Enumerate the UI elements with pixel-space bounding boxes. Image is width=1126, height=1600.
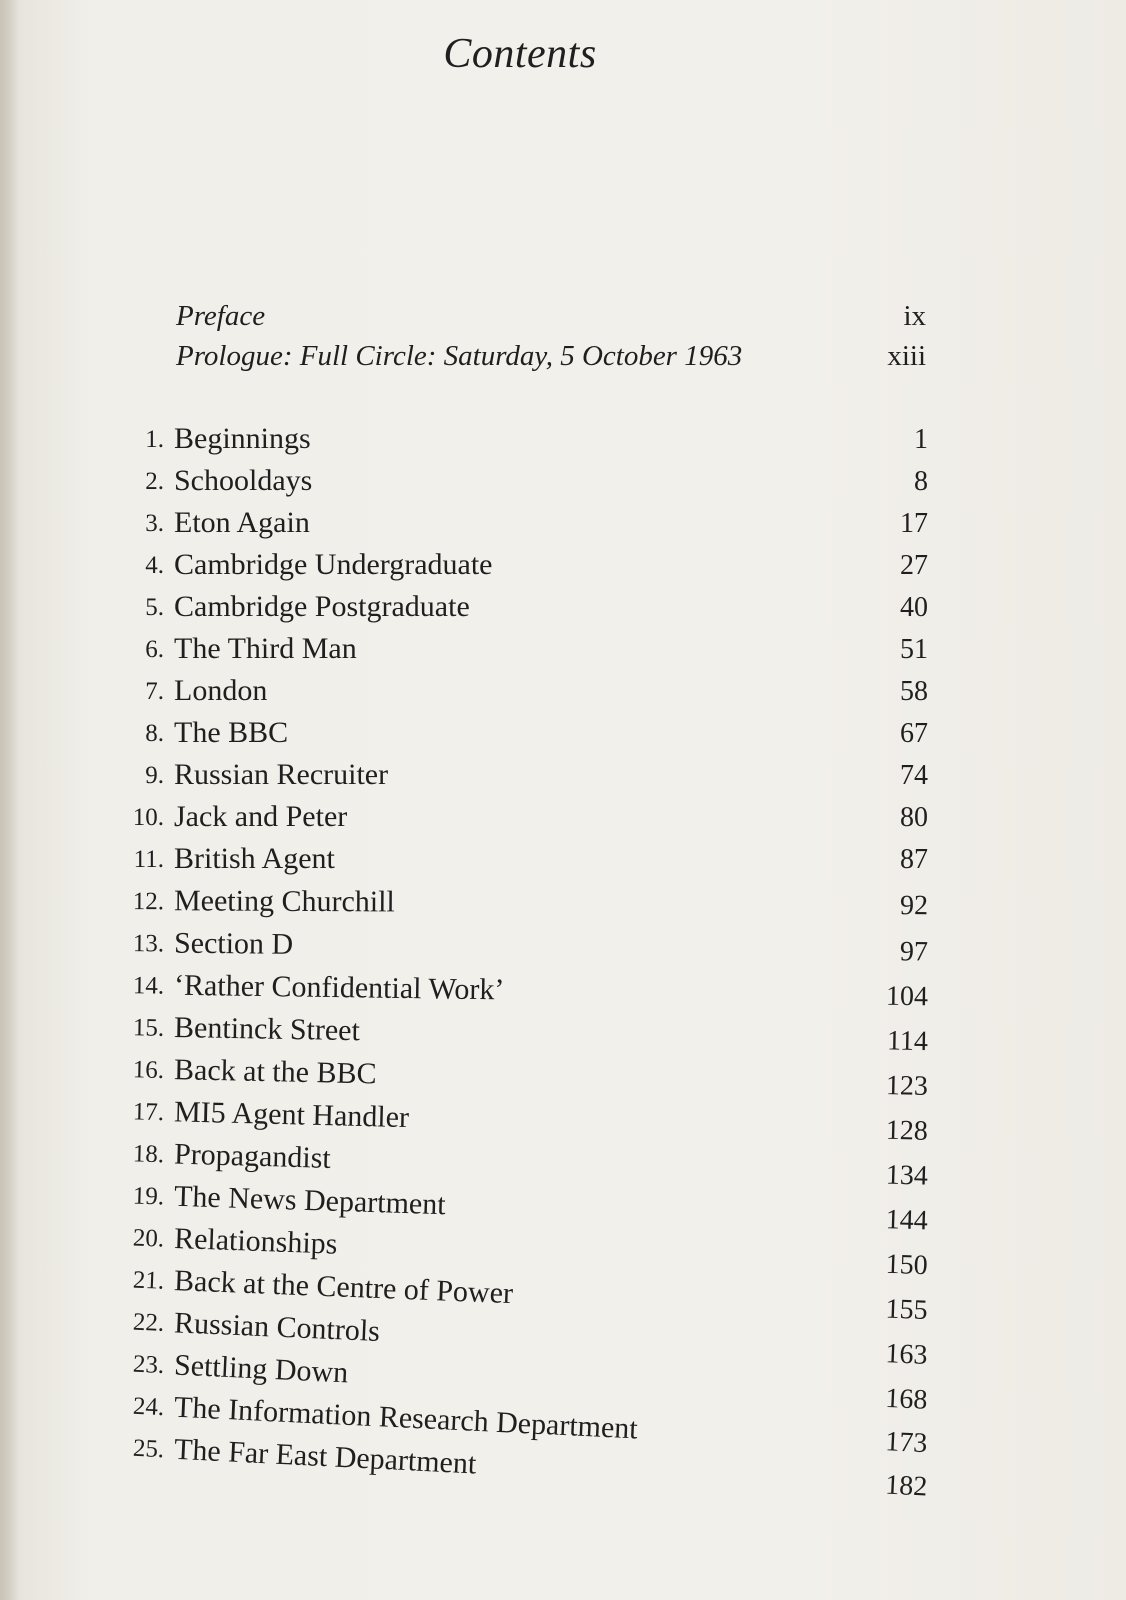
chapter-number: 4. (145, 552, 164, 579)
chapter-title: Relationships (173, 1221, 338, 1261)
chapter-title: Cambridge Undergraduate (174, 548, 493, 581)
chapter-title: MI5 Agent Handler (173, 1095, 410, 1135)
chapter-page: 58 (900, 676, 928, 707)
chapter-number: 19. (132, 1182, 165, 1211)
front-matter-entry (176, 296, 926, 340)
chapter-page: 1 (914, 424, 928, 455)
chapter-number: 23. (132, 1350, 165, 1380)
chapter-title: Beginnings (174, 422, 311, 455)
chapter-number: 14. (132, 972, 165, 1000)
chapter-number: 3. (145, 510, 164, 537)
entry-page: xiii (887, 340, 926, 372)
chapter-entry (118, 506, 928, 550)
chapter-entry (118, 674, 928, 718)
chapter-page: 134 (885, 1159, 929, 1192)
chapter-page: 51 (900, 634, 928, 665)
chapter-title: Cambridge Postgraduate (174, 590, 470, 623)
chapter-number: 5. (145, 594, 164, 621)
page-title: Contents (443, 31, 597, 77)
entry-page: ix (903, 300, 926, 332)
chapter-entry (118, 590, 928, 634)
chapter-number: 1. (145, 426, 164, 453)
chapter-title: Back at the Centre of Power (173, 1264, 514, 1311)
chapter-page: 114 (886, 1025, 929, 1058)
chapter-title: Propagandist (173, 1137, 332, 1175)
chapter-page: 74 (900, 760, 928, 791)
chapter-entry (118, 884, 928, 932)
chapter-number: 11. (133, 846, 164, 873)
chapter-page: 150 (885, 1248, 929, 1282)
chapter-title: The BBC (174, 716, 289, 749)
chapter-page: 182 (884, 1469, 929, 1503)
chapter-title: ‘Rather Confidential Work’ (173, 968, 505, 1007)
chapter-title: The News Department (173, 1179, 447, 1222)
chapter-title: Back at the BBC (173, 1053, 377, 1091)
chapter-number: 25. (132, 1434, 165, 1464)
chapter-number: 2. (145, 468, 164, 495)
chapter-page: 163 (884, 1338, 929, 1371)
chapter-title: Settling Down (173, 1348, 349, 1390)
chapter-number: 8. (145, 720, 164, 747)
chapter-number: 17. (132, 1098, 165, 1127)
chapter-page: 87 (900, 844, 928, 875)
chapter-number: 22. (132, 1308, 165, 1337)
chapter-entry (118, 464, 928, 508)
chapter-page: 92 (899, 890, 929, 922)
chapter-page: 8 (914, 466, 928, 497)
chapter-number: 21. (132, 1266, 165, 1295)
chapter-page: 67 (900, 718, 928, 749)
front-matter-entry (176, 336, 926, 380)
chapter-title: Jack and Peter (174, 800, 348, 833)
chapter-page: 104 (885, 980, 929, 1013)
chapter-number: 20. (132, 1224, 165, 1253)
chapter-entry (118, 800, 928, 844)
chapter-title: The Information Research Department (173, 1390, 639, 1446)
chapter-number: 15. (132, 1014, 165, 1042)
chapter-title: Meeting Churchill (173, 884, 395, 919)
chapter-number: 24. (132, 1392, 165, 1422)
chapter-title: The Third Man (174, 632, 357, 665)
chapter-title: Section D (173, 926, 294, 961)
entry-label: Prologue: Full Circle: Saturday, 5 October 1963 (176, 340, 743, 372)
chapter-title: Schooldays (174, 464, 313, 497)
chapter-number: 16. (132, 1056, 165, 1084)
chapter-page: 144 (885, 1204, 929, 1237)
chapter-page: 80 (900, 802, 928, 833)
chapter-number: 12. (132, 888, 165, 916)
chapter-page: 97 (899, 936, 929, 968)
chapter-number: 13. (132, 930, 165, 958)
chapter-number: 9. (145, 762, 164, 789)
chapter-title: Bentinck Street (173, 1010, 361, 1048)
chapter-number: 7. (145, 678, 164, 705)
chapter-entry (118, 548, 928, 592)
chapter-page: 40 (900, 592, 928, 623)
chapter-number: 10. (132, 804, 164, 831)
chapter-page: 128 (885, 1114, 929, 1147)
chapter-entry (118, 716, 928, 760)
chapter-entry (118, 632, 928, 676)
chapter-number: 18. (132, 1140, 165, 1169)
chapter-page: 173 (884, 1426, 929, 1460)
chapter-page: 123 (885, 1070, 929, 1102)
chapter-entry (118, 842, 928, 886)
chapter-page: 17 (900, 508, 928, 539)
chapter-title: The Far East Department (173, 1432, 478, 1481)
page-gutter-shadow (0, 0, 18, 1600)
entry-label: Preface (176, 300, 266, 332)
chapter-title: British Agent (174, 842, 335, 875)
chapter-title: Russian Controls (173, 1306, 381, 1348)
chapter-entry (118, 758, 928, 802)
chapter-page: 155 (885, 1293, 929, 1327)
chapter-title: London (174, 674, 268, 707)
chapter-title: Russian Recruiter (174, 758, 389, 791)
chapter-entry (118, 422, 928, 466)
chapter-page: 27 (900, 550, 928, 581)
chapter-number: 6. (145, 636, 164, 663)
chapter-page: 168 (884, 1382, 929, 1416)
chapter-title: Eton Again (174, 506, 310, 539)
